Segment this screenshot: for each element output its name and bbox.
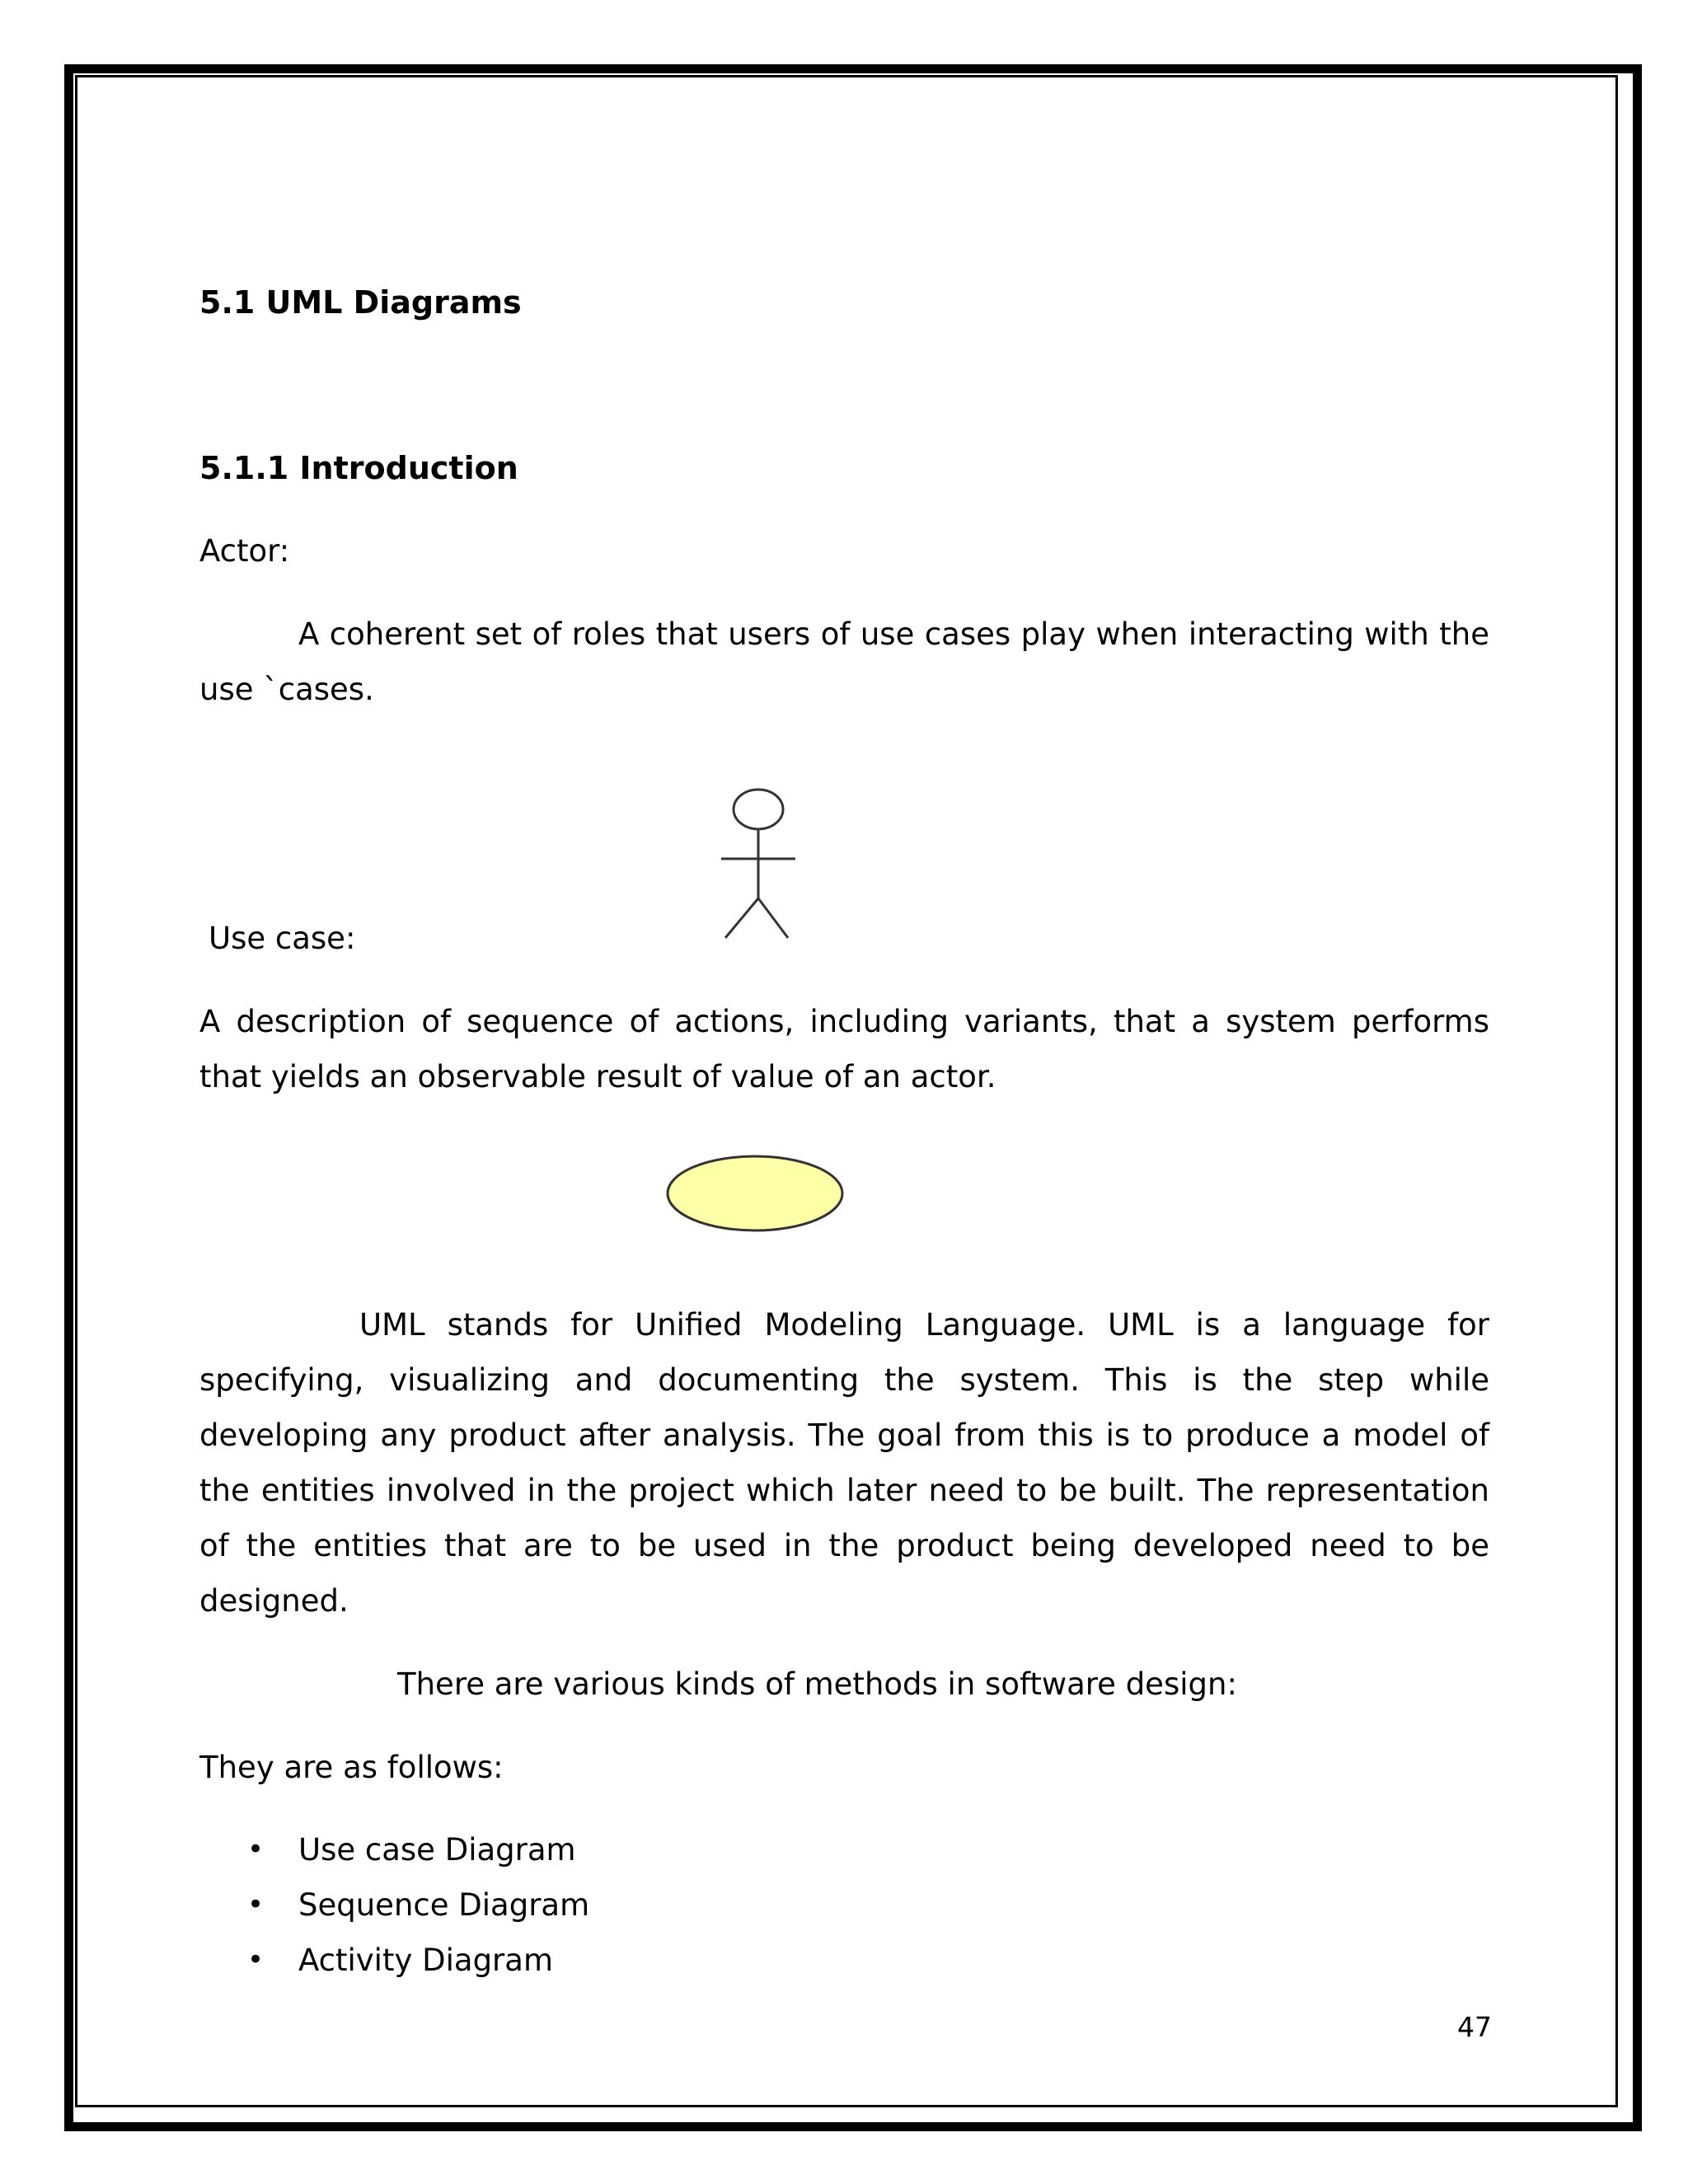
actor-label: Actor: bbox=[199, 533, 290, 569]
section-heading: 5.1 UML Diagrams bbox=[199, 284, 522, 321]
use-case-description-line-1: A description of sequence of actions, including variants, that a system performs bbox=[199, 1004, 1489, 1039]
actor-left-leg bbox=[725, 898, 758, 938]
uml-paragraph-line-4: the entities involved in the project which later need to be built. The representation bbox=[199, 1473, 1489, 1508]
actor-description-line-1: A coherent set of roles that users of use cases play when interacting with the bbox=[298, 616, 1489, 652]
actor-right-leg bbox=[758, 898, 788, 938]
bullet-icon: • bbox=[247, 1833, 265, 1866]
actor-stick-figure-icon bbox=[717, 785, 799, 941]
methods-intro: There are various kinds of methods in software design: bbox=[397, 1666, 1237, 1702]
list-item bbox=[199, 1933, 589, 1988]
use-case-label: Use case: bbox=[209, 921, 356, 956]
use-case-ellipse-icon bbox=[664, 1154, 846, 1233]
list-item bbox=[199, 1877, 589, 1933]
list-item-label: Activity Diagram bbox=[298, 1943, 553, 1978]
use-case-ellipse bbox=[668, 1156, 842, 1230]
diagram-list bbox=[199, 1822, 589, 1988]
uml-paragraph-line-6: designed. bbox=[199, 1583, 349, 1619]
list-item bbox=[199, 1822, 589, 1877]
follows-intro: They are as follows: bbox=[199, 1750, 504, 1785]
use-case-description bbox=[199, 994, 1489, 1104]
page-number: 47 bbox=[1457, 2011, 1492, 2043]
bullet-icon: • bbox=[247, 1943, 265, 1976]
uml-paragraph-line-2: specifying, visualizing and documenting the system. This is the step while bbox=[199, 1362, 1489, 1398]
actor-description bbox=[199, 607, 1489, 717]
subsection-heading: 5.1.1 Introduction bbox=[199, 450, 518, 486]
list-item-label: Use case Diagram bbox=[298, 1832, 576, 1868]
actor-head bbox=[734, 790, 783, 829]
uml-paragraph-line-1: UML stands for Unified Modeling Language. UML is a language for bbox=[359, 1307, 1489, 1343]
uml-paragraph-line-3: developing any product after analysis. The goal from this is to produce a model of bbox=[199, 1418, 1489, 1453]
list-item-label: Sequence Diagram bbox=[298, 1887, 590, 1923]
bullet-icon: • bbox=[247, 1888, 265, 1921]
actor-description-line-2: use `cases. bbox=[199, 672, 374, 707]
use-case-description-line-2: that yields an observable result of value of an actor. bbox=[199, 1059, 996, 1094]
uml-paragraph bbox=[199, 1297, 1489, 1629]
uml-paragraph-line-5: of the entities that are to be used in the product being developed need to be bbox=[199, 1528, 1489, 1563]
